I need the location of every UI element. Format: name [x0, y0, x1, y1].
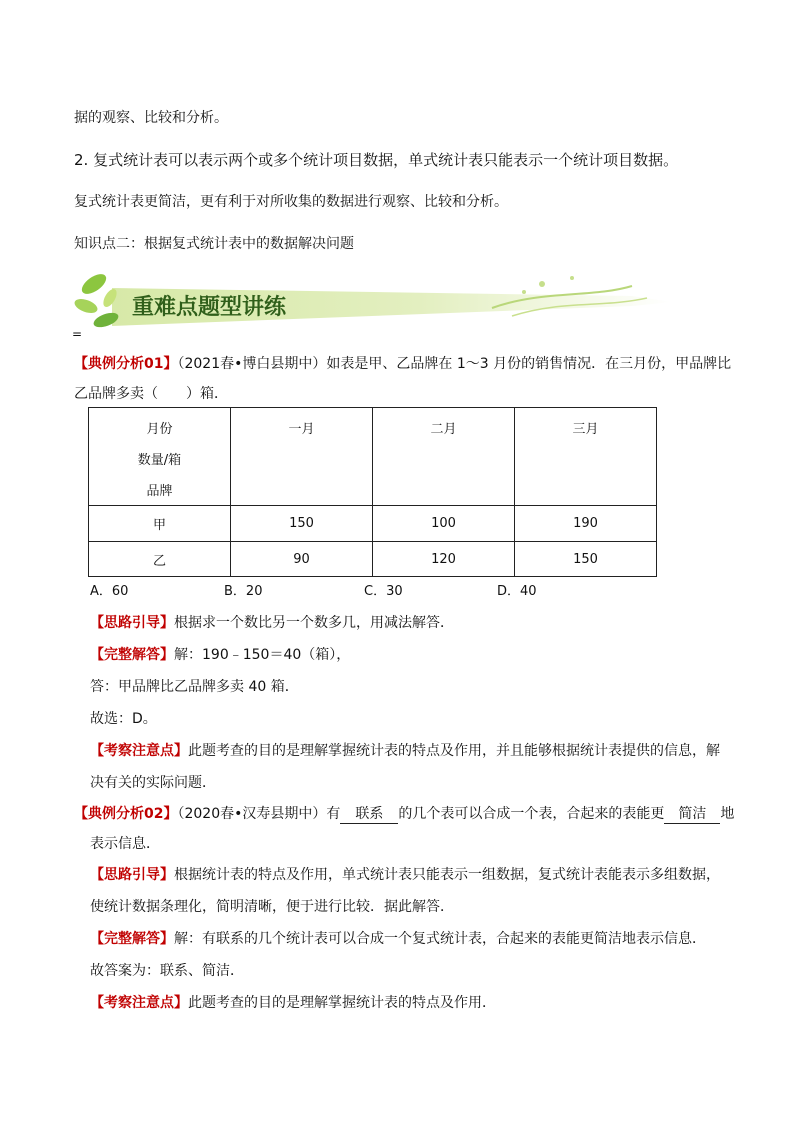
table-row — [89, 506, 657, 542]
corner-brand-label: 品牌 — [146, 484, 173, 499]
table-row — [89, 542, 657, 577]
example-1-question — [74, 354, 731, 374]
value-cell: 100 — [373, 506, 515, 542]
knowledge-point-heading: 知识点二：根据复式统计表中的数据解决问题 — [74, 236, 354, 252]
brand-cell: 乙 — [89, 542, 231, 577]
example-2-text-a: （2020春•汉寿县期中）有 — [177, 806, 341, 822]
example-1-answer-line-2: 答：甲品牌比乙品牌多卖 40 箱． — [90, 679, 299, 695]
brand-cell: 甲 — [89, 506, 231, 542]
option-b: B．20 — [224, 584, 263, 599]
blank-answer-1: 联系 — [340, 805, 398, 824]
answer-tag: 【完整解答】 — [90, 931, 174, 947]
value-cell: 150 — [515, 542, 657, 577]
note-tag: 【考察注意点】 — [90, 995, 188, 1011]
value-cell: 90 — [231, 542, 373, 577]
example-2-hint — [90, 865, 720, 885]
point-2-text: 复式统计表可以表示两个或多个统计项目数据，单式统计表只能表示一个统计项目数据。 — [93, 151, 679, 169]
example-1-tag: 【典例分析01】 — [74, 356, 178, 372]
hint-tag: 【思路引导】 — [90, 615, 174, 631]
hint-text: 根据求一个数比另一个数多几，用减法解答． — [174, 615, 454, 631]
option-d: D．40 — [497, 584, 537, 599]
answer-tag: 【完整解答】 — [90, 647, 174, 663]
month-header-cell — [373, 408, 515, 506]
option-a: A．60 — [90, 584, 129, 599]
corner-quantity-label: 数量/箱 — [137, 453, 182, 468]
example-2-tag: 【典例分析02】 — [74, 806, 178, 822]
point-2-number: 2. — [74, 151, 89, 169]
note-text: 此题考查的目的是理解掌握统计表的特点及作用． — [188, 995, 496, 1011]
example-2-note — [90, 993, 496, 1013]
note-text: 此题考查的目的是理解掌握统计表的特点及作用，并且能够根据统计表提供的信息，解 — [188, 743, 720, 759]
note-tag: 【考察注意点】 — [90, 743, 188, 759]
example-2-answer-line-2: 故答案为：联系、简洁． — [90, 963, 244, 979]
example-1-text: （2021春•博白县期中）如表是甲、乙品牌在 1～3 月份的销售情况．在三月份，甲品牌比 — [177, 356, 732, 372]
hint-text: 根据统计表的特点及作用，单式统计表只能表示一组数据，复式统计表能表示多组数据， — [174, 867, 720, 883]
month-header-cell — [231, 408, 373, 506]
example-2-text-c: 地 — [720, 806, 735, 822]
example-2-question — [74, 804, 734, 824]
value-cell: 120 — [373, 542, 515, 577]
option-c: C．30 — [364, 584, 403, 599]
example-1-hint — [90, 613, 454, 633]
table-corner-cell — [89, 408, 231, 506]
blank-answer-2: 简洁 — [664, 805, 720, 824]
banner-marker: = — [72, 327, 83, 341]
month-header: 一月 — [288, 422, 315, 437]
value-cell: 150 — [231, 506, 373, 542]
month-header: 三月 — [572, 422, 599, 437]
example-2-hint-line-2: 使统计数据条理化，简明清晰，便于进行比较．据此解答． — [90, 899, 454, 915]
example-1-answer — [90, 645, 350, 665]
corner-month-label: 月份 — [146, 422, 173, 437]
point-2 — [74, 150, 678, 170]
example-2-question-line-2: 表示信息． — [90, 836, 160, 852]
answer-text: 解：有联系的几个统计表可以合成一个复式统计表，合起来的表能更简洁地表示信息． — [174, 931, 706, 947]
answer-text: 解：190﹣150＝40（箱）， — [174, 647, 351, 663]
table-header-row — [89, 408, 657, 506]
example-2-answer — [90, 929, 706, 949]
month-header-cell — [515, 408, 657, 506]
example-2-text-b: 的几个表可以合成一个表，合起来的表能更 — [398, 806, 665, 822]
example-1-question-line-2: 乙品牌多卖（ ）箱． — [74, 386, 228, 402]
leaf-icon — [73, 270, 121, 330]
example-1-choice: 故选：D。 — [90, 711, 157, 727]
sales-table — [88, 407, 657, 577]
hint-tag: 【思路引导】 — [90, 867, 174, 883]
example-1-note-line-2: 决有关的实际问题． — [90, 775, 216, 791]
intro-line-1: 据的观察、比较和分析。 — [74, 110, 228, 126]
banner-title: 重难点题型讲练 — [132, 295, 287, 320]
intro-line-3: 复式统计表更简洁，更有利于对所收集的数据进行观察、比较和分析。 — [74, 194, 508, 210]
value-cell: 190 — [515, 506, 657, 542]
example-1-note — [90, 741, 720, 761]
month-header: 二月 — [430, 422, 457, 437]
